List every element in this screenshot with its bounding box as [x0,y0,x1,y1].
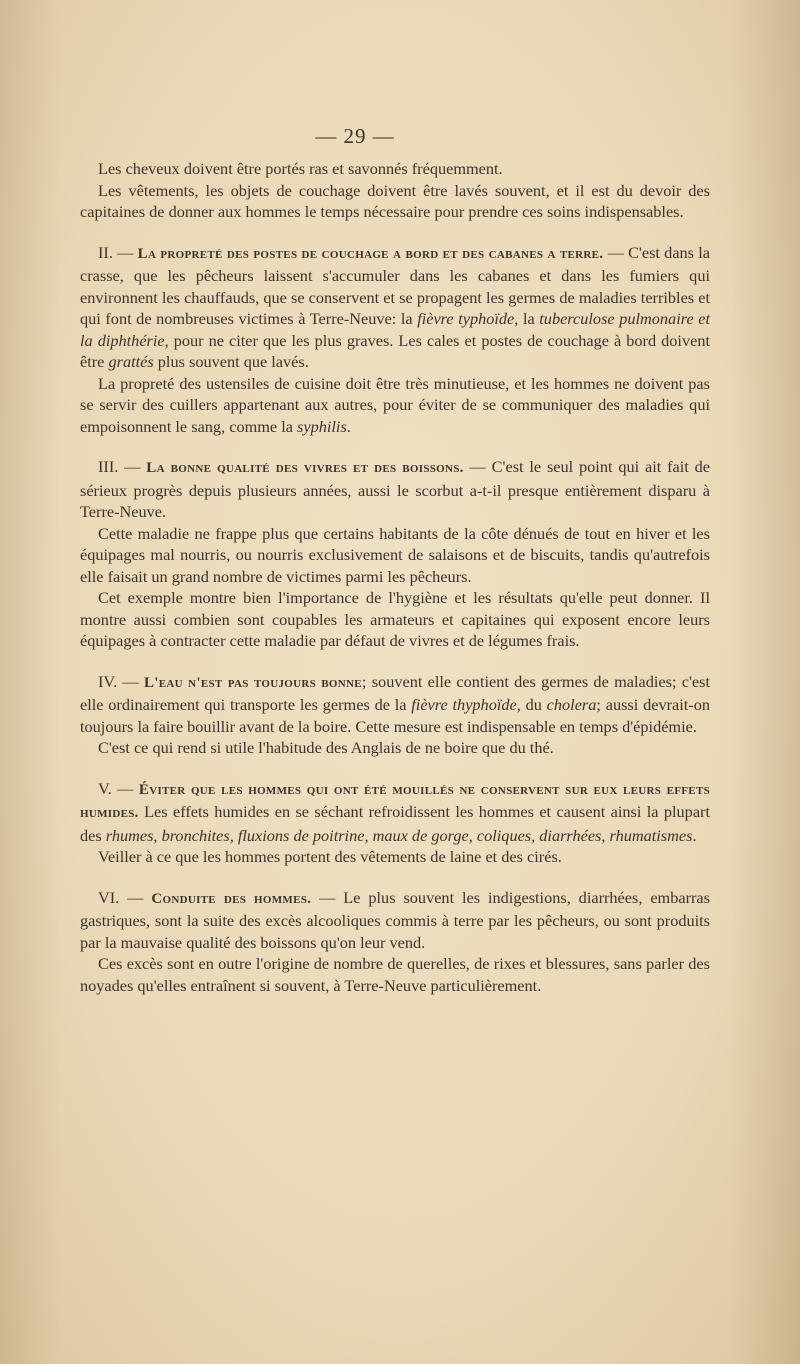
section-4-text: ; aussi devrait-on toujours la faire bouillir avant de la boire. Cette mesure est indispensable en temps d'épidémie. [80,695,710,736]
section-2-paragraph-2 [80,373,710,438]
section-6-heading: Conduite des hommes. [151,890,312,907]
section-3-heading: La bonne qualité des vivres et des boissons. [146,460,464,476]
page-edge-shadow-right [730,0,800,1364]
section-6-paragraph-2: Ces excès sont en outre l'origine de nombre de querelles, de rixes et blessures, sans parler des noyades qu'elles entraînent si souvent, à Terre-Neuve particulièrement. [80,954,710,995]
paragraph-clothing: Les vêtements, les objets de couchage doivent être lavés souvent, et il est du devoir des capitaines de donner aux hommes le temps nécessaire pour prendre ces soins indispensables. [80,180,710,221]
section-5-text: . [692,825,697,845]
section-2-heading: La propreté des postes de couchage a bord et des cabanes a terre. [137,245,604,262]
page-number: — 29 — [315,124,395,148]
section-4-italic: cholera [546,695,597,714]
paragraph-hair: Les cheveux doivent être portés ras et savonnés fréquemment. [98,159,503,178]
section-3-number: III. — [98,457,147,476]
section-2-italic: grattés [108,352,154,371]
section-3-text: — C'est le seul point qui ait fait de sérieux progrès depuis plusieurs années, aussi le scorbut a-t-il presque entièrement disparu à Terre-Neuve. [80,457,710,521]
section-3-paragraph-3: Cet exemple montre bien l'importance de l'hygiène et les résultats qu'elle peut donner. Il montre aussi combien sont coupables les armateurs et capitaines qui exposent encore leurs équipages à contracter cette maladie par défaut de vivres et de légumes frais. [80,588,710,650]
section-2-text: — C'est dans la crasse, que les pêcheurs laissent s'accumuler dans les cabanes et dans les fumiers qui environnent les chauffauds, que se conservent et se propagent les germes de maladies terribles et qui font de nombreuses victimes à Terre-Neuve: la [80,242,710,328]
section-2-text: La propreté des ustensiles de cuisine doit être très minutieuse, et les hommes ne doivent pas se servir des cuillers appartenant aux autres, pour éviter de se communiquer des maladies qui empoisonnent le sang, comme la [80,373,710,436]
section-2-italic: fièvre typhoïde [417,309,515,328]
section-2-text: . [346,416,351,436]
section-2-text: , pour ne citer que les plus graves. Les cales et postes de couchage à bord doivent être [80,330,710,371]
section-6 [80,887,710,954]
section-4-paragraph-2: C'est ce qui rend si utile l'habitude des Anglais de ne boire que du thé. [98,738,554,757]
section-6-number: VI. — [98,887,152,907]
section-4-text: , du [516,695,547,714]
section-2-text: plus souvent que lavés. [153,352,309,371]
section-3 [80,456,710,523]
section-2-italic: syphilis [297,416,347,436]
section-2-number: II. — [98,242,138,262]
section-5-italic: rhumes, bronchites, fluxions de poitrine, maux de gorge, coliques, diarrhées, rhumatismes [105,825,693,845]
section-5-text: Les effets humides en se séchant refroidissent les hommes et causent ainsi la plupart des [80,802,710,845]
section-4-heading: L'eau n'est pas toujours bonne [144,674,362,691]
section-2-text: , la [514,309,540,328]
section-3-paragraph-2: Cette maladie ne frappe plus que certains habitants de la côte dénués de tout en hiver et les équipages mal nourris, ou nourris exclusivement de salaisons et de biscuits, tandis qu'autrefois elle faisait un grand nombre de victimes parmi les pêcheurs. [80,523,710,586]
page-edge-shadow-left [0,0,60,1364]
section-4-italic: fièvre thyphoïde [411,695,517,714]
section-2 [80,242,710,373]
section-2-italic: tuberculose pulmonaire et la diphthérie [80,309,711,350]
body-text [80,158,710,996]
section-4 [80,671,710,738]
section-4-number: IV. — [98,671,144,691]
section-4-text: ; souvent elle contient des germes de maladies; c'est elle ordinairement qui transporte les germes de la [80,671,710,714]
section-5-number: V. — [98,778,139,798]
section-5-paragraph-2: Veiller à ce que les hommes portent des vêtements de laine et des cirés. [98,847,562,866]
section-5 [80,778,710,847]
section-5-heading: Éviter que les hommes qui ont été mouillés ne conservent sur eux leurs effets humides. [80,781,710,821]
section-6-text: — Le plus souvent les indigestions, diarrhées, embarras gastriques, sont la suite des excès alcooliques commis à terre par les pêcheurs, ou sont produits par la mauvaise qualité des boissons qu'on leur vend. [80,887,710,952]
